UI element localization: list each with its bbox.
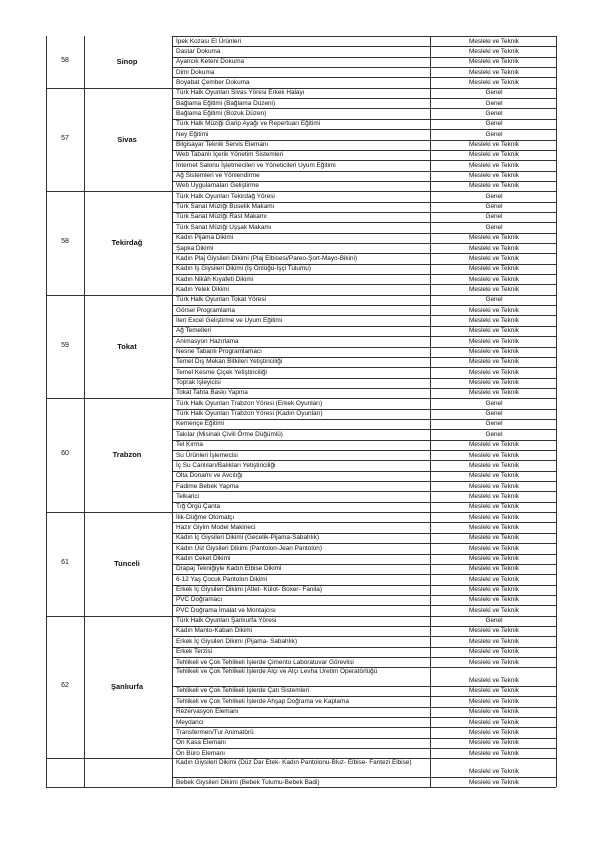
course-name: Web Tabanlı İçerik Yönetim Sistemleri	[176, 151, 284, 159]
course-name: İlik-Düğme Otomatçı	[176, 513, 235, 521]
course-type: Mesleki ve Teknik	[469, 492, 519, 500]
province-name: Sinop	[116, 56, 138, 66]
course-type: Mesleki ve Teknik	[469, 503, 519, 511]
course-type: Mesleki ve Teknik	[469, 461, 519, 469]
course-name: İnternet Salonu İşletmecileri ve Yöneticileri Uyum Eğitimi	[176, 161, 336, 169]
course-name: Ayancık Keteni Dokuma	[176, 58, 245, 66]
course-name: Görsel Programlama	[176, 306, 235, 314]
course-name: Kadın Nikâh Kıyafeti Dikimi	[176, 275, 254, 283]
course-name: Ağ Sistemleri ve Yönlendirme	[176, 172, 260, 180]
course-name: Transfermen/Tur Animatörü	[176, 728, 254, 736]
row-number: 58	[61, 56, 69, 64]
course-type: Mesleki ve Teknik	[469, 513, 519, 521]
course-name: Nesne Tabanlı Programlamacı	[176, 348, 262, 355]
course-name: Bağlama Eğitimi (Bozuk Düzen)	[176, 109, 267, 117]
course-type: Genel	[485, 617, 503, 625]
group-divider	[46, 787, 556, 788]
course-name: Şapka Dikimi	[176, 244, 214, 252]
course-name: Animasyon Hazırlama	[176, 337, 239, 345]
course-name: Drapaj Tekniğiyle Kadın Elbise Dikimi	[176, 565, 282, 573]
province-name: Şanlıurfa	[110, 682, 144, 691]
column-border	[556, 36, 557, 787]
course-type: Genel	[485, 223, 503, 231]
course-type: Genel	[485, 410, 503, 418]
course-type: Mesleki ve Teknik	[469, 161, 519, 169]
course-type: Mesleki ve Teknik	[469, 523, 519, 531]
course-name: Kadın İş Giysileri Dikimi (İş Önlüğü-İşçi Tulumu)	[176, 265, 311, 273]
province-name: Trabzon	[112, 450, 142, 460]
course-type: Genel	[485, 296, 503, 304]
course-type: Mesleki ve Teknik	[469, 565, 519, 573]
course-type: Mesleki ve Teknik	[469, 151, 519, 159]
course-type: Genel	[485, 420, 503, 428]
course-type: Mesleki ve Teknik	[469, 708, 519, 716]
course-type: Mesleki ve Teknik	[469, 358, 519, 366]
course-name: İleri Excel Geliştirme ve Uyum Eğitimi	[176, 316, 283, 324]
course-type: Genel	[485, 213, 503, 221]
course-type: Mesleki ve Teknik	[469, 37, 519, 45]
course-name: 6-12 Yaş Çocuk Pantolon Dikimi	[176, 575, 268, 583]
course-type: Mesleki ve Teknik	[469, 606, 519, 614]
course-name: Ön Kasa Elemanı	[176, 739, 227, 747]
row-number: 57	[61, 134, 69, 142]
course-type: Mesleki ve Teknik	[469, 627, 519, 635]
course-name: Toprak İşleyicisi	[176, 379, 221, 387]
course-name: Kemençe Eğitimi	[176, 420, 224, 428]
course-name: Türk Halk Müziği Garip Ayağı ve Repertuarı Eğitimi	[176, 120, 321, 128]
course-name: Telkarici	[176, 492, 200, 500]
course-type: Mesleki ve Teknik	[469, 451, 519, 459]
course-type: Mesleki ve Teknik	[469, 379, 519, 387]
course-type: Mesleki ve Teknik	[469, 739, 519, 747]
course-type: Mesleki ve Teknik	[469, 575, 519, 583]
course-name: Ney Eğitimi	[176, 130, 209, 138]
course-type: Mesleki ve Teknik	[469, 368, 519, 376]
course-type: Mesleki ve Teknik	[469, 244, 519, 252]
course-type: Mesleki ve Teknik	[469, 47, 519, 55]
course-name: Kadın Giysileri Dikimi (Düz Dar Etek- Kadın Pantolonu-Bluz- Elbise- Fantezi Elbise)	[176, 758, 412, 766]
course-type: Mesleki ve Teknik	[469, 768, 519, 776]
course-name: Türk Sanat Müziği Rast Makamı	[176, 213, 267, 221]
province-name: Sivas	[117, 134, 137, 144]
course-type: Mesleki ve Teknik	[469, 327, 519, 335]
course-name: Kadın Yelek Dikimi	[176, 285, 229, 293]
course-name: Hazır Giyim Model Makineci	[176, 523, 256, 531]
course-name: Türk Sanat Müziği Uşşak Makamı	[176, 223, 272, 231]
province-name: Tunceli	[114, 558, 140, 568]
course-type: Mesleki ve Teknik	[469, 718, 519, 726]
course-type: Mesleki ve Teknik	[469, 728, 519, 736]
course-type: Mesleki ve Teknik	[469, 254, 519, 262]
row-number: 59	[61, 341, 69, 349]
province-name: Tekirdağ	[111, 238, 143, 247]
course-name: Takılar (Misinalı Çivili Örme Düğümlü)	[176, 430, 283, 438]
course-name: Tehlikeli ve Çok Tehlikeli İşlerde Ahşap Doğrama ve Kaplama	[176, 697, 349, 705]
course-type: Mesleki ve Teknik	[469, 234, 519, 242]
course-name: Tehlikeli ve Çok Tehlikeli İşlerde Çimento Laboratuvar Görevlisi	[176, 658, 354, 666]
course-type: Mesleki ve Teknik	[469, 68, 519, 76]
column-border	[172, 36, 173, 787]
course-name: Türk Halk Oyunları Tekirdağ Yöresi	[176, 192, 275, 200]
course-name: Boyabat Çember Dokuma	[176, 78, 250, 86]
course-name: Dastar Dokuma	[176, 47, 221, 55]
course-name: Bebek Giysileri Dikimi (Bebek Tulumu-Bebek Badi)	[176, 778, 320, 786]
course-name: Tehlikeli ve Çok Tehlikeli İşlerde Alçı ve Alçı Levha Üretim Operatörlüğü	[176, 667, 378, 675]
row-number: 60	[61, 450, 69, 458]
course-type: Mesleki ve Teknik	[469, 78, 519, 86]
row-number: 62	[61, 682, 69, 689]
course-name: Türk Halk Oyunları Şanlıurfa Yöresi	[176, 617, 277, 625]
row-number: 58	[61, 238, 69, 245]
course-type: Mesleki ve Teknik	[469, 534, 519, 542]
course-name: Kadın Manto-Kaban Dikimi	[176, 627, 253, 635]
course-type: Genel	[485, 430, 503, 438]
course-name: Temel Dış Mekan Bitkileri Yetiştiriciliği	[176, 358, 283, 366]
course-type: Mesleki ve Teknik	[469, 482, 519, 490]
course-type: Mesleki ve Teknik	[469, 472, 519, 480]
course-name: Web Uygulamaları Geliştirme	[176, 182, 259, 190]
course-name: Su Ürünleri İşlemecisi	[176, 451, 238, 459]
course-name: Erkek İç Giysileri Dikimi (Pijama- Sabahlık)	[176, 637, 298, 645]
course-type: Mesleki ve Teknik	[469, 389, 519, 397]
course-type: Genel	[485, 109, 503, 117]
course-name: İç Su Canlıları/Balıkları Yetiştiriciliği	[176, 461, 276, 469]
column-border	[46, 36, 47, 787]
course-name: Rezervasyon Elemanı	[176, 708, 239, 716]
course-name: Tokat Tahta Baskı Yapma	[176, 389, 248, 397]
column-border	[430, 36, 431, 787]
row-number: 61	[61, 558, 69, 566]
course-type: Mesleki ve Teknik	[469, 316, 519, 324]
course-name: Kadın Ceket Dikimi	[176, 555, 231, 562]
course-name: Erkek Terzisi	[176, 648, 213, 656]
course-type: Mesleki ve Teknik	[469, 555, 519, 562]
course-type: Genel	[485, 192, 503, 200]
course-name: Kadın Plaj Giysileri Dikimi (Plaj Elbisesi/Pareo-Şort-Mayo-Bikini)	[176, 254, 358, 262]
table-top-border	[172, 36, 556, 37]
course-type: Mesleki ve Teknik	[469, 677, 519, 685]
course-type: Mesleki ve Teknik	[469, 658, 519, 666]
course-name: Ağ Temelleri	[176, 327, 212, 335]
course-type: Genel	[485, 203, 503, 211]
course-type: Mesleki ve Teknik	[469, 58, 519, 66]
course-type: Genel	[485, 120, 503, 128]
course-type: Mesleki ve Teknik	[469, 285, 519, 293]
course-name: Kadın Üst Giysileri Dikimi (Pantolon-Jean Pantolon)	[176, 544, 322, 552]
course-name: Tığ Örgü Çanta	[176, 503, 221, 511]
course-type: Mesleki ve Teknik	[469, 648, 519, 656]
course-type: Mesleki ve Teknik	[469, 182, 519, 190]
course-name: Kadın İç Giysileri Dikimi (Gecelik-Pijama-Sabahlık)	[176, 534, 320, 542]
course-name: Türk Halk Oyunları Trabzon Yöresi (Erkek Oyunları)	[176, 399, 323, 407]
course-name: Temel Kesme Çiçek Yetiştiriciliği	[176, 368, 267, 376]
course-type: Mesleki ve Teknik	[469, 441, 519, 449]
course-type: Mesleki ve Teknik	[469, 596, 519, 604]
course-name: Erkek İç Giysileri Dikimi (Atlet- Külot- Boxer- Fanila)	[176, 586, 322, 594]
course-type: Genel	[485, 130, 503, 138]
course-name: Türk Halk Oyunları Trabzon Yöresi (Kadın Oyunları)	[176, 410, 323, 418]
course-name: Kadın Pijama Dikimi	[176, 234, 234, 242]
course-type: Mesleki ve Teknik	[469, 337, 519, 345]
course-name: Tel Kırma	[176, 441, 203, 449]
province-name: Tokat	[117, 341, 137, 351]
course-name: Dimi Dokuma	[176, 68, 215, 76]
course-type: Mesleki ve Teknik	[469, 778, 519, 786]
course-type: Mesleki ve Teknik	[469, 586, 519, 594]
course-name: PVC Doğrama İmalat ve Montajcısı	[176, 606, 276, 614]
course-type: Mesleki ve Teknik	[469, 637, 519, 645]
course-type: Mesleki ve Teknik	[469, 544, 519, 552]
course-name: Fadime Bebek Yapma	[176, 482, 239, 490]
course-name: Bağlama Eğitimi (Bağlama Düzeni)	[176, 99, 276, 107]
course-name: Türk Halk Oyunları Tokat Yöresi	[176, 296, 266, 304]
course-name: İpek Kozası El Ürünleri	[176, 37, 241, 45]
course-type: Mesleki ve Teknik	[469, 306, 519, 314]
course-type: Mesleki ve Teknik	[469, 697, 519, 705]
course-type: Mesleki ve Teknik	[469, 348, 519, 355]
course-type: Mesleki ve Teknik	[469, 749, 519, 757]
course-name: Türk Sanat Müziği Buselik Makamı	[176, 203, 275, 211]
course-name: Tehlikeli ve Çok Tehlikeli İşlerde Çatı Sistemleri	[176, 687, 310, 695]
course-type: Genel	[485, 399, 503, 407]
course-type: Genel	[485, 89, 503, 97]
course-name: Ön Büro Elemanı	[176, 749, 226, 757]
course-type: Mesleki ve Teknik	[469, 141, 519, 148]
course-type: Mesleki ve Teknik	[469, 687, 519, 695]
course-type: Mesleki ve Teknik	[469, 275, 519, 283]
course-type: Mesleki ve Teknik	[469, 265, 519, 273]
course-type: Genel	[485, 99, 503, 107]
column-border	[84, 36, 85, 787]
course-name: Türk Halk Oyunları Sivas Yöresi Erkek Halayı	[176, 89, 305, 97]
course-name: Bilgisayar Teknik Servis Elemanı	[176, 141, 269, 148]
course-name: PVC Doğramacı	[176, 596, 223, 604]
course-type: Mesleki ve Teknik	[469, 172, 519, 180]
course-name: Meydancı	[176, 718, 204, 726]
course-name: Olta Donamı ve Avcılığı	[176, 472, 243, 480]
